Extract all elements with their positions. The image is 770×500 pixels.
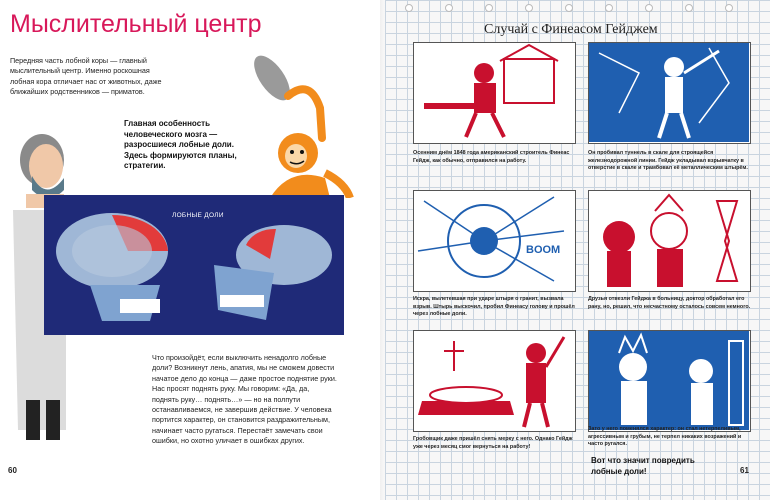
comic-panel-3	[413, 190, 576, 292]
tunnel-work-illustration	[589, 43, 749, 142]
hospital-illustration	[589, 191, 749, 290]
binder-ring	[645, 4, 653, 12]
left-page-number: 60	[8, 466, 17, 475]
primate-skull-illustration	[204, 215, 339, 330]
body-paragraph: Что произойдёт, если выключить ненадолго лобные доли? Возникнут лень, апатия, мы не сможем довести начатое дело до конца — даже простое поднятие руки. Нас просят поднять руку. Мы говорим: «Да, да, поднять руку… поднять…» — но на полпути останавливаемся, не завершив действие. У человека портится характер, он становится раздражительным, начинает часто ругаться. Перестаёт замечать свои ошибки, но охотно уличает в ошибках других.	[152, 353, 337, 446]
comic-panel-5	[413, 330, 576, 432]
intro-paragraph: Передняя часть лобной коры — главный мыслительный центр. Именно роскошная лобная кора отличает нас от животных, даже ближайших родственников — приматов.	[10, 56, 162, 97]
binder-ring	[725, 4, 733, 12]
comic-caption-5: Гробовщик даже пришёл снять мерку с него. Однако Гейдж уже через месяц смог вернуться на работу!	[413, 436, 573, 450]
explosion-illustration	[414, 191, 574, 290]
comic-panel-6	[588, 330, 751, 432]
comic-panel-4	[588, 190, 751, 292]
left-page-title: Мыслительный центр	[10, 10, 262, 38]
undertaker-illustration	[414, 331, 574, 430]
binder-ring	[525, 4, 533, 12]
binder-ring	[605, 4, 613, 12]
conclusion-callout: Вот что значит повредить лобные доли!	[591, 456, 695, 476]
binder-ring	[405, 4, 413, 12]
comic-caption-6: Зато у него поменялся характер: он стал нетерпеливым, агрессивным и грубым, не терпел никаких возражений и часто ругался.	[588, 426, 742, 447]
comic-panel-2	[588, 42, 751, 144]
comic-caption-1: Осенним днём 1848 года американский строитель Финеас Гейдж, как обычно, отправился на работу.	[413, 150, 570, 164]
monkey-illustration	[250, 48, 360, 198]
binder-ring	[445, 4, 453, 12]
right-page-number: 61	[740, 466, 749, 475]
boom-sound-effect: BOOM	[526, 244, 561, 256]
binder-ring	[685, 4, 693, 12]
comic-panel-1	[413, 42, 576, 144]
binder-ring	[565, 4, 573, 12]
key-fact-callout: Главная особенность человеческого мозга — разросшиеся лобные доли. Здесь формируются планы, стратегии.	[124, 119, 237, 170]
angry-gage-illustration	[589, 331, 749, 430]
human-brain-illustration	[50, 203, 200, 328]
right-page-title: Случай с Финеасом Гейджем	[484, 22, 658, 37]
gage-walking-illustration	[414, 43, 574, 142]
comic-caption-3: Искра, вылетевшая при ударе штыря о гранит, вызвала взрыв. Штырь выскочил, пробил Финеасу голову и прошёл через лобные доли.	[413, 296, 575, 317]
comic-caption-2: Он пробивал туннель в скале для строящейся железнодорожной линии. Гейдж укладывал взрывчатку в отверстие в скале и трамбовал её металлическим штырём.	[588, 150, 748, 171]
comic-caption-4: Друзья отвезли Гейджа в больницу, доктор обработал его рану, но, решил, что несчастному осталось совсем немного.	[588, 296, 751, 310]
frontal-lobes-label: ЛОБНЫЕ ДОЛИ	[172, 212, 224, 219]
binder-ring	[485, 4, 493, 12]
